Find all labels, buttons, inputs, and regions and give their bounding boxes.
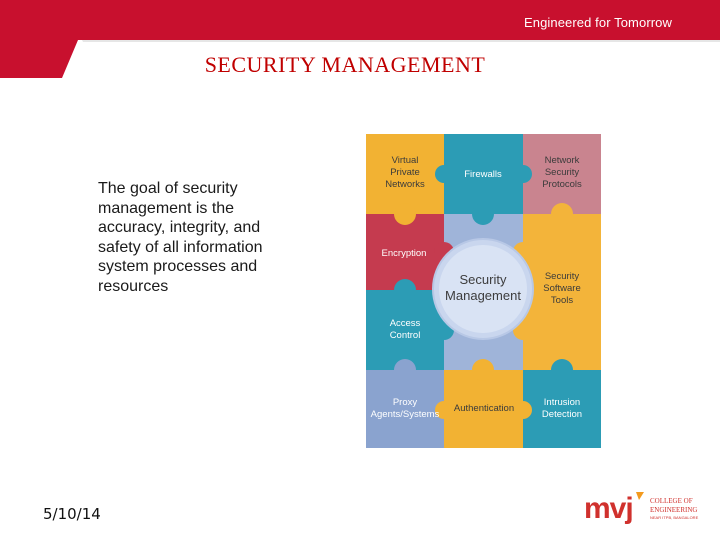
tile-nsp-line-1: Network [544, 155, 580, 166]
slide-date: 5/10/14 [43, 505, 101, 523]
tile-virtual-private-networks [366, 134, 444, 214]
tile-vpn-line-1: Virtual [391, 155, 419, 166]
tile-sst-line-2: Software [543, 283, 581, 294]
tile-intrusion-line-2: Detection [541, 409, 583, 420]
tile-vpn-line-2: Private [390, 167, 420, 178]
center-label-line-2: Management [445, 288, 521, 303]
tagline: Engineered for Tomorrow [523, 15, 672, 30]
logo-mark: mvj [584, 492, 633, 525]
tile-nsp-line-2: Security [544, 167, 580, 178]
tile-authentication-line-1: Authentication [453, 403, 515, 414]
logo-line-1: COLLEGE OF [650, 497, 693, 505]
tile-proxy-line-1: Proxy [392, 397, 418, 408]
logo-line-3: NEAR ITPB, BANGALORE [650, 515, 699, 520]
tile-intrusion-line-1: Intrusion [543, 397, 581, 408]
tile-proxy-line-2: Agents/Systems [370, 409, 440, 420]
security-management-diagram [366, 134, 601, 448]
slide-title: SECURITY MANAGEMENT [204, 52, 486, 77]
tile-access-control-line-2: Control [389, 330, 421, 341]
logo-line-2: ENGINEERING [650, 506, 698, 514]
logo-accent [636, 492, 644, 500]
tile-encryption-line-1: Encryption [381, 248, 427, 259]
tile-vpn-line-3: Networks [385, 179, 425, 190]
college-logo [584, 490, 704, 526]
slide-body-text: The goal of security management is the accuracy, integrity, and safety of all information system processes and resources [98, 180, 263, 295]
center-hub [433, 239, 533, 339]
tile-sst-line-1: Security [544, 271, 580, 282]
center-label-line-1: Security [459, 272, 507, 287]
tile-sst-line-3: Tools [550, 295, 574, 306]
tile-nsp-line-3: Protocols [542, 179, 582, 190]
tile-access-control-line-1: Access [389, 318, 421, 329]
tile-network-security-protocols [523, 134, 601, 214]
tile-firewalls [444, 134, 523, 214]
tile-firewalls-line-1: Firewalls [464, 169, 502, 180]
